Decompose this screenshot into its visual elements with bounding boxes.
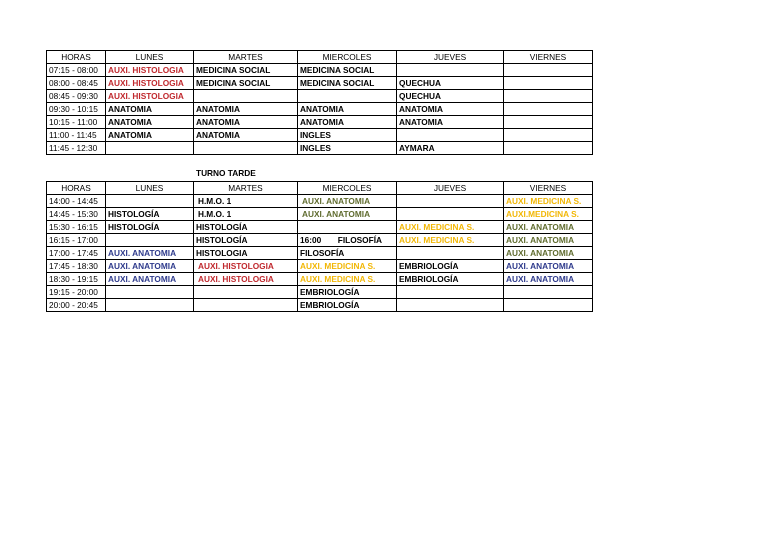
table-row (47, 64, 593, 77)
cell-subject: FILOSOFÍA (337, 234, 382, 245)
header-miercoles: MIERCOLES (298, 182, 397, 195)
table-row (47, 221, 593, 234)
header-viernes: VIERNES (504, 51, 593, 64)
cell-martes (194, 286, 298, 299)
table-row (47, 77, 593, 90)
header-martes: MARTES (194, 51, 298, 64)
cell-lunes: AUXI. ANATOMIA (106, 247, 194, 260)
cell-viernes (504, 286, 593, 299)
header-jueves: JUEVES (397, 51, 504, 64)
cell-lunes: HISTOLOGÍA (106, 221, 194, 234)
cell-miercoles: EMBRIOLOGÍA (298, 299, 397, 312)
cell-lunes (106, 142, 194, 155)
cell-lunes: HISTOLOGÍA (106, 208, 194, 221)
cell-jueves: QUECHUA (397, 90, 504, 103)
table-row (47, 90, 593, 103)
turno-tarde-label: TURNO TARDE (196, 168, 256, 178)
cell-lunes: AUXI. HISTOLOGIA (106, 77, 194, 90)
cell-viernes: AUXI. ANATOMIA (504, 234, 593, 247)
cell-viernes (504, 116, 593, 129)
header-horas: HORAS (47, 182, 106, 195)
cell-jueves: ANATOMIA (397, 116, 504, 129)
hora-cell: 17:00 - 17:45 (47, 247, 106, 260)
cell-viernes (504, 299, 593, 312)
cell-viernes: AUXI. ANATOMIA (504, 260, 593, 273)
cell-martes: HISTOLOGÍA (194, 234, 298, 247)
cell-jueves (397, 208, 504, 221)
cell-martes (194, 90, 298, 103)
morning-schedule-table (46, 50, 593, 155)
cell-jueves (397, 299, 504, 312)
cell-jueves: ANATOMIA (397, 103, 504, 116)
cell-martes (194, 299, 298, 312)
table-row (47, 273, 593, 286)
hora-cell: 20:00 - 20:45 (47, 299, 106, 312)
header-viernes: VIERNES (504, 182, 593, 195)
cell-viernes (504, 142, 593, 155)
cell-jueves: QUECHUA (397, 77, 504, 90)
cell-jueves (397, 247, 504, 260)
hora-cell: 19:15 - 20:00 (47, 286, 106, 299)
hora-cell: 09:30 - 10:15 (47, 103, 106, 116)
cell-miercoles: AUXI. MEDICINA S. (298, 260, 397, 273)
cell-lunes: ANATOMIA (106, 129, 194, 142)
morning-header-row (47, 51, 593, 64)
header-miercoles: MIERCOLES (298, 51, 397, 64)
header-horas: HORAS (47, 51, 106, 64)
cell-miercoles: AUXI. ANATOMIA (298, 195, 397, 208)
cell-viernes: AUXI.MEDICINA S. (504, 208, 593, 221)
cell-martes: MEDICINA SOCIAL (194, 77, 298, 90)
cell-viernes: AUXI. ANATOMIA (504, 221, 593, 234)
cell-time: 16:00 (300, 234, 322, 245)
cell-miercoles (298, 90, 397, 103)
cell-lunes: AUXI. HISTOLOGIA (106, 90, 194, 103)
cell-miercoles: AUXI. ANATOMIA (298, 208, 397, 221)
hora-cell: 07:15 - 08:00 (47, 64, 106, 77)
hora-cell: 11:45 - 12:30 (47, 142, 106, 155)
header-martes: MARTES (194, 182, 298, 195)
table-row (47, 116, 593, 129)
header-lunes: LUNES (106, 182, 194, 195)
cell-viernes (504, 103, 593, 116)
afternoon-schedule-table (46, 181, 593, 312)
cell-viernes (504, 129, 593, 142)
cell-miercoles: MEDICINA SOCIAL (298, 64, 397, 77)
cell-lunes: ANATOMIA (106, 116, 194, 129)
cell-lunes: AUXI. HISTOLOGIA (106, 64, 194, 77)
cell-lunes (106, 299, 194, 312)
cell-miercoles (298, 234, 397, 247)
cell-miercoles: MEDICINA SOCIAL (298, 77, 397, 90)
table-row (47, 129, 593, 142)
cell-jueves: EMBRIOLOGÍA (397, 260, 504, 273)
cell-viernes (504, 90, 593, 103)
cell-miercoles: ANATOMIA (298, 116, 397, 129)
cell-viernes: AUXI. ANATOMIA (504, 247, 593, 260)
cell-jueves: AUXI. MEDICINA S. (397, 234, 504, 247)
cell-jueves (397, 64, 504, 77)
cell-miercoles: INGLES (298, 142, 397, 155)
hora-cell: 08:00 - 08:45 (47, 77, 106, 90)
cell-jueves (397, 129, 504, 142)
cell-martes (194, 142, 298, 155)
table-row (47, 195, 593, 208)
cell-viernes (504, 64, 593, 77)
cell-martes: AUXI. HISTOLOGIA (194, 273, 298, 286)
hora-cell: 11:00 - 11:45 (47, 129, 106, 142)
cell-jueves: AYMARA (397, 142, 504, 155)
cell-lunes: AUXI. ANATOMIA (106, 260, 194, 273)
hora-cell: 10:15 - 11:00 (47, 116, 106, 129)
cell-martes: HISTOLOGÍA (194, 221, 298, 234)
cell-martes: MEDICINA SOCIAL (194, 64, 298, 77)
cell-martes: H.M.O. 1 (194, 195, 298, 208)
cell-lunes: AUXI. ANATOMIA (106, 273, 194, 286)
cell-martes: ANATOMIA (194, 103, 298, 116)
hora-cell: 08:45 - 09:30 (47, 90, 106, 103)
hora-cell: 15:30 - 16:15 (47, 221, 106, 234)
table-row (47, 299, 593, 312)
cell-martes: ANATOMIA (194, 129, 298, 142)
cell-jueves: AUXI. MEDICINA S. (397, 221, 504, 234)
cell-miercoles (298, 221, 397, 234)
cell-jueves (397, 195, 504, 208)
table-row (47, 208, 593, 221)
hora-cell: 17:45 - 18:30 (47, 260, 106, 273)
cell-miercoles: AUXI. MEDICINA S. (298, 273, 397, 286)
cell-viernes: AUXI. MEDICINA S. (504, 195, 593, 208)
cell-martes: AUXI. HISTOLOGIA (194, 260, 298, 273)
hora-cell: 16:15 - 17:00 (47, 234, 106, 247)
cell-martes: HISTOLOGIA (194, 247, 298, 260)
cell-miercoles: INGLES (298, 129, 397, 142)
cell-lunes (106, 234, 194, 247)
cell-lunes: ANATOMIA (106, 103, 194, 116)
hora-cell: 14:45 - 15:30 (47, 208, 106, 221)
table-row (47, 142, 593, 155)
cell-martes: H.M.O. 1 (194, 208, 298, 221)
table-row (47, 286, 593, 299)
cell-miercoles: EMBRIOLOGÍA (298, 286, 397, 299)
cell-lunes (106, 286, 194, 299)
cell-viernes (504, 77, 593, 90)
table-row (47, 260, 593, 273)
cell-miercoles: FILOSOFÍA (298, 247, 397, 260)
header-lunes: LUNES (106, 51, 194, 64)
table-row (47, 103, 593, 116)
cell-lunes (106, 195, 194, 208)
cell-viernes: AUXI. ANATOMIA (504, 273, 593, 286)
hora-cell: 14:00 - 14:45 (47, 195, 106, 208)
hora-cell: 18:30 - 19:15 (47, 273, 106, 286)
table-row (47, 234, 593, 247)
cell-jueves (397, 286, 504, 299)
header-jueves: JUEVES (397, 182, 504, 195)
cell-miercoles: ANATOMIA (298, 103, 397, 116)
table-row (47, 247, 593, 260)
cell-jueves: EMBRIOLOGÍA (397, 273, 504, 286)
afternoon-header-row (47, 182, 593, 195)
cell-martes: ANATOMIA (194, 116, 298, 129)
